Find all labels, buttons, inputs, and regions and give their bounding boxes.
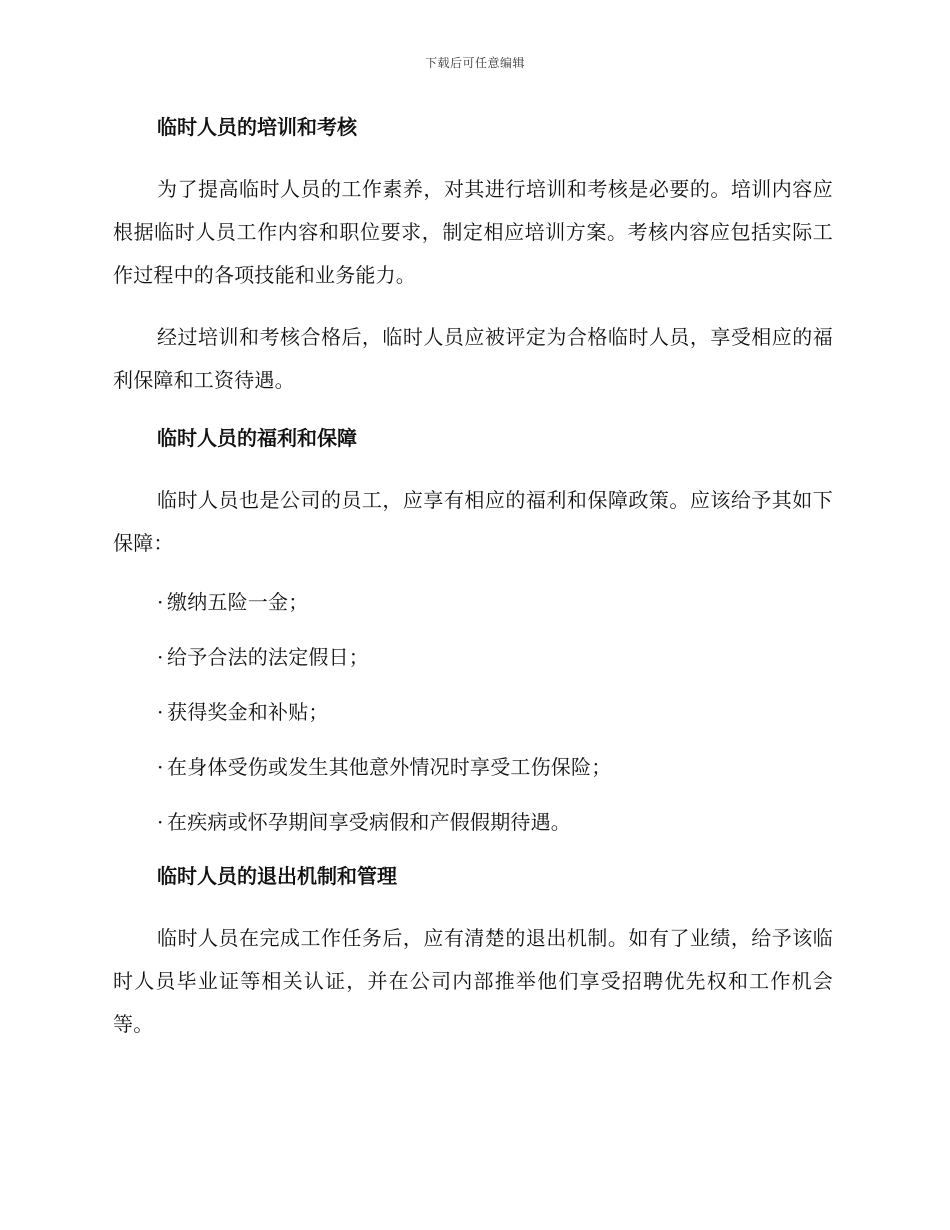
list-item (113, 639, 833, 675)
list-item-text: 在疾病或怀孕期间享受病假和产假假期待遇。 (167, 810, 571, 834)
paragraph: 临时人员在完成工作任务后，应有清楚的退出机制。如有了业绩，给予该临时人员毕业证等相关认证，并在公司内部推举他们享受招聘优先权和工作机会等。 (113, 926, 833, 1036)
section-heading-training: 临时人员的培训和考核 (157, 115, 357, 139)
section-heading-benefits: 临时人员的福利和保障 (157, 426, 357, 450)
bullet-dot: · (157, 645, 164, 669)
list-item-text: 在身体受伤或发生其他意外情况时享受工伤保险； (167, 755, 612, 779)
list-item-text: 获得奖金和补贴； (167, 700, 329, 724)
paragraph: 经过培训和考核合格后，临时人员应被评定为合格临时人员，享受相应的福利保障和工资待遇。 (113, 325, 833, 392)
section-heading-exit: 临时人员的退出机制和管理 (157, 864, 397, 888)
list-item (113, 584, 833, 620)
bullet-dot: · (157, 590, 164, 614)
paragraph: 为了提高临时人员的工作素养，对其进行培训和考核是必要的。培训内容应根据临时人员工作内容和职位要求，制定相应培训方案。考核内容应包括实际工作过程中的各项技能和业务能力。 (113, 177, 833, 287)
bullet-dot: · (157, 700, 164, 724)
list-item-text: 给予合法的法定假日； (167, 645, 369, 669)
list-item (113, 749, 833, 785)
header-note: 下载后可任意编辑 (424, 56, 525, 70)
list-item-text: 缴纳五险一金； (167, 590, 309, 614)
bullet-dot: · (157, 810, 164, 834)
bullet-dot: · (157, 755, 164, 779)
list-item (113, 694, 833, 730)
document-body (113, 110, 833, 1065)
paragraph: 临时人员也是公司的员工，应享有相应的福利和保障政策。应该给予其如下保障： (113, 488, 833, 555)
list-item (113, 804, 833, 840)
